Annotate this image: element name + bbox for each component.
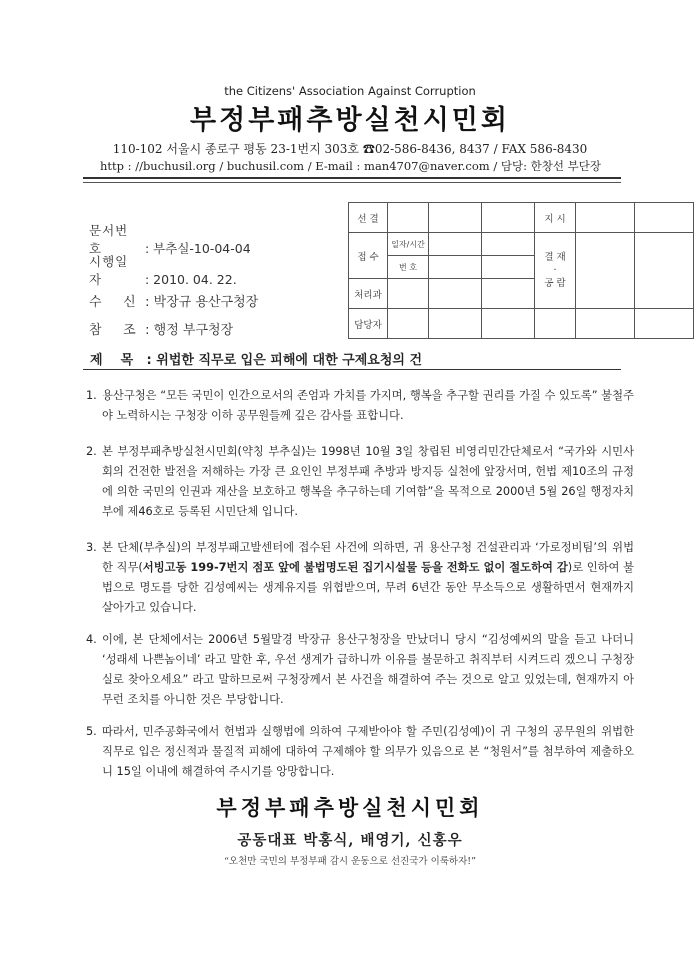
- dot-separator: ·: [553, 265, 557, 276]
- reference-label: 참 조: [89, 323, 137, 338]
- date-value: 2010. 04. 22.: [153, 272, 237, 287]
- sungyeol-label: 선 결: [349, 203, 388, 233]
- recipient-row: [89, 291, 258, 310]
- jeopsu-label: 접 수: [349, 233, 388, 279]
- paragraph-text-part: 본 단체(부추실)의 부정부패고발센터에 접수된 사건에 의하면, 귀 용산구청 건설관리과 ‘가로정비팀’의 위법한 직무(: [102, 541, 634, 574]
- jisi-label: 지 시: [535, 203, 576, 233]
- org-english-name: the Citizens' Association Against Corruption: [224, 84, 476, 98]
- subject-divider: [83, 369, 621, 370]
- paragraph-number: 1.: [86, 389, 97, 402]
- colon: :: [146, 353, 157, 368]
- date-row: [89, 252, 237, 288]
- date-label: 시행일자: [89, 254, 129, 287]
- gyeoljae-gongram-label: [535, 233, 576, 309]
- paragraph-text: 본 부정부패추방실천시민회(약칭 부추실)는 1998년 10월 3일 창립된 비영리민간단체로서 “국가와 시민사회의 건전한 발전을 저해하는 가장 큰 요인인 부정부패 추방과 방지등 실천에 앞장서며, 헌법 제10조의 규정에 의한 국민의 인권과 재산을 보호하고 행복을 추구하는데 기여함”을 목적으로 2000년 5월 26일 행정자치부에 제46호로 등록된 시민단체 입니다.: [102, 445, 634, 518]
- paragraph-2: [86, 442, 634, 522]
- paragraph-text: 이에, 본 단체에서는 2006년 5월말경 박장규 용산구청장을 만났더니 당시 “김성예씨의 말을 듣고 나더니 ‘성래세 나쁜놈이네’ 라고 말한 후, 우선 생계가 급하니까 이유를 불문하고 취직부터 시켜드리 겠으니 구청장실로 찾아오세요” 라고 말하므로써 구청장께서 본 사건을 해결하여 주는 것으로 알고 있었는데, 현재까지 아무런 조치를 아니한 것은 부당합니다.: [102, 633, 634, 706]
- contact-line: http : //buchusil.org / buchusil.com / E-mail : man4707@naver.com / 담당: 한창선 부단장: [100, 159, 601, 173]
- colon: :: [145, 295, 154, 310]
- doc-number-value: 부추실-10-04-04: [153, 241, 251, 256]
- paragraph-3: [86, 538, 634, 618]
- approval-stamp-table: [348, 202, 694, 339]
- subject-line: [90, 349, 422, 368]
- colon: :: [144, 241, 154, 256]
- signature-org-name: 부정부패추방실천시민회: [216, 795, 484, 820]
- paragraph-text-part: )로 인하여 불법으로 명도를 당한 김성예씨는 생계유지를 위협받으며, 무려 6년간 동안 무소득으로 생활하면서 현재까지 살아가고 있습니다.: [102, 561, 634, 614]
- org-korean-name: 부정부패추방실천시민회: [190, 105, 510, 136]
- gongram-label: 공 람: [544, 278, 566, 289]
- paragraph-text: [102, 538, 634, 618]
- header-divider: [83, 177, 621, 179]
- cheorigwa-label: 처리과: [349, 279, 388, 309]
- paragraph-text-bold: 서빙고동 199-7번지 점포 앞에 불법명도된 집기시설물 등을 전화도 없이 절도하여 감: [142, 561, 568, 574]
- subject-value: 위법한 직무로 입은 피해에 대한 구제요청의 건: [156, 353, 423, 368]
- paragraph-number: 5.: [86, 725, 97, 738]
- slogan: “오천만 국민의 부정부패 감시 운동으로 선진국가 이룩하자!”: [224, 856, 476, 867]
- recipient-label: 수 신: [89, 295, 137, 310]
- paragraph-4: [86, 630, 634, 710]
- gyeoljae-label: 결 재: [544, 252, 566, 263]
- paragraph-5: [86, 722, 634, 782]
- address-line: 110-102 서울시 종로구 평동 23-1번지 303호 ☎02-586-8436, 8437 / FAX 586-8430: [112, 142, 588, 156]
- reference-value: 행정 부구청장: [153, 323, 234, 338]
- colon: :: [144, 272, 154, 287]
- damdangja-label: 담당자: [349, 309, 388, 339]
- paragraph-number: 2.: [86, 445, 97, 458]
- paragraph-text: 용산구청은 “모든 국민이 인간으로서의 존엄과 가치를 가지며, 행복을 추구할 권리를 가질 수 있도록” 불철주야 노력하시는 구청장 이하 공무원들께 깊은 감사를 표합니다.: [102, 389, 634, 422]
- recipient-value: 박장규 용산구청장: [153, 295, 259, 310]
- header-divider-thin: [83, 182, 621, 183]
- paragraph-text: 따라서, 민주공화국에서 헌법과 실행법에 의하여 구제받아야 할 주민(김성예)이 귀 구청의 공무원의 위법한 직무로 입은 정신적과 물질적 피해에 대하여 구제해야 할 의무가 있음으로 본 “청원서”를 첨부하여 제출하오니 15일 이내에 해결하여 주시기를 앙망합니다.: [102, 725, 634, 778]
- ilja-sigan-label: 일자/시간: [388, 233, 429, 256]
- subject-label: 제 목: [90, 353, 134, 368]
- paragraph-1: [86, 386, 634, 426]
- reference-row: [89, 319, 233, 338]
- paragraph-number: 4.: [86, 633, 97, 646]
- paragraph-number: 3.: [86, 541, 97, 554]
- beonho-label: 번 호: [388, 256, 429, 279]
- signature-representatives: 공동대표 박홍식, 배영기, 신홍우: [237, 832, 463, 849]
- colon: :: [145, 323, 154, 338]
- doc-number-label: 문서번호: [89, 223, 129, 256]
